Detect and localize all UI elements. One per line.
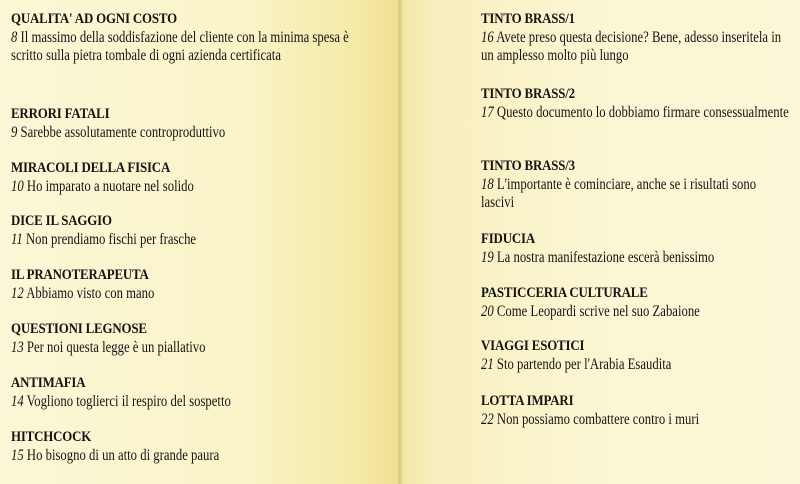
entry-title: PASTICCERIA CULTURALE [481,285,648,301]
entry-title: QUALITA' AD OGNI COSTO [11,11,177,27]
entry-description: Questo documento lo dobbiamo firmare consessualmente [496,104,789,121]
entry-12 [11,267,371,303]
entry-description: Non prendiamo fischi per frasche [25,231,197,248]
entry-title: HITCHCOCK [11,429,92,445]
entry-number: 13 [11,339,24,356]
page-fold [397,0,403,484]
entry-number: 14 [11,393,24,410]
entry-text [11,124,371,142]
entry-number: 10 [11,178,24,195]
entry-text [481,176,791,212]
entry-text [11,339,371,357]
entry-text [11,29,371,65]
entry-number: 19 [481,249,494,266]
entry-text [481,303,791,321]
entry-number: 18 [481,176,494,193]
entry-19 [481,231,791,267]
entry-number: 22 [481,411,494,428]
entry-title: ANTIMAFIA [11,375,86,391]
entry-18 [481,158,791,212]
entry-21 [481,338,791,374]
entry-number: 20 [481,303,494,320]
entry-title: ERRORI FATALI [11,106,110,122]
entry-17 [481,86,791,122]
entry-text [481,356,791,374]
entry-title: TINTO BRASS/3 [481,158,575,174]
entry-text [11,231,371,249]
entry-number: 15 [11,447,24,464]
entry-15 [11,429,371,465]
entry-number: 8 [11,29,18,46]
entry-description: Sto partendo per l'Arabia Esaudita [496,356,672,373]
entry-title: DICE IL SAGGIO [11,213,112,229]
entry-description: Non possiamo combattere contro i muri [496,411,700,428]
entry-description: La nostra manifestazione escerà benissimo [496,249,715,266]
entry-title: QUESTIONI LEGNOSE [11,321,147,337]
entry-title: TINTO BRASS/2 [481,86,575,102]
entry-description: Ho bisogno di un atto di grande paura [26,447,220,464]
entry-10 [11,160,371,196]
entry-9 [11,106,371,142]
entry-text [481,104,791,122]
entry-20 [481,285,791,321]
entry-text [11,447,371,465]
entry-13 [11,321,371,357]
entry-text [481,249,791,267]
entry-number: 17 [481,104,494,121]
entry-title: FIDUCIA [481,231,535,247]
entry-description: L'importante è cominciare, anche se i risultati sono lascivi [481,176,757,211]
entry-text [11,285,371,303]
entry-text [481,411,791,429]
entry-11 [11,213,371,249]
entry-text [11,178,371,196]
entry-description: Avete preso questa decisione? Bene, adesso inseritela in un amplesso molto più lungo [481,29,782,64]
entry-description: Per noi questa legge è un piallativo [26,339,206,356]
entry-number: 21 [481,356,494,373]
entry-title: MIRACOLI DELLA FISICA [11,160,171,176]
entry-description: Abbiamo visto con mano [26,285,155,302]
entry-title: LOTTA IMPARI [481,393,574,409]
entry-number: 11 [11,231,23,248]
entry-title: TINTO BRASS/1 [481,11,575,27]
entry-description: Il massimo della soddisfazione del cliente con la minima spesa è scritto sulla pietra tombale di ogni azienda certificata [11,29,349,64]
entry-description: Ho imparato a nuotare nel solido [26,178,194,195]
entry-description: Come Leopardi scrive nel suo Zabaione [496,303,700,320]
entry-14 [11,375,371,411]
entry-text [481,29,791,65]
entry-description: Vogliono toglierci il respiro del sospetto [26,393,231,410]
entry-description: Sarebbe assolutamente controproduttivo [20,124,226,141]
entry-8 [11,11,371,65]
entry-22 [481,393,791,429]
entry-title: VIAGGI ESOTICI [481,338,585,354]
entry-title: IL PRANOTERAPEUTA [11,267,149,283]
entry-number: 9 [11,124,18,141]
entry-number: 12 [11,285,24,302]
entry-text [11,393,371,411]
entry-16 [481,11,791,65]
entry-number: 16 [481,29,494,46]
